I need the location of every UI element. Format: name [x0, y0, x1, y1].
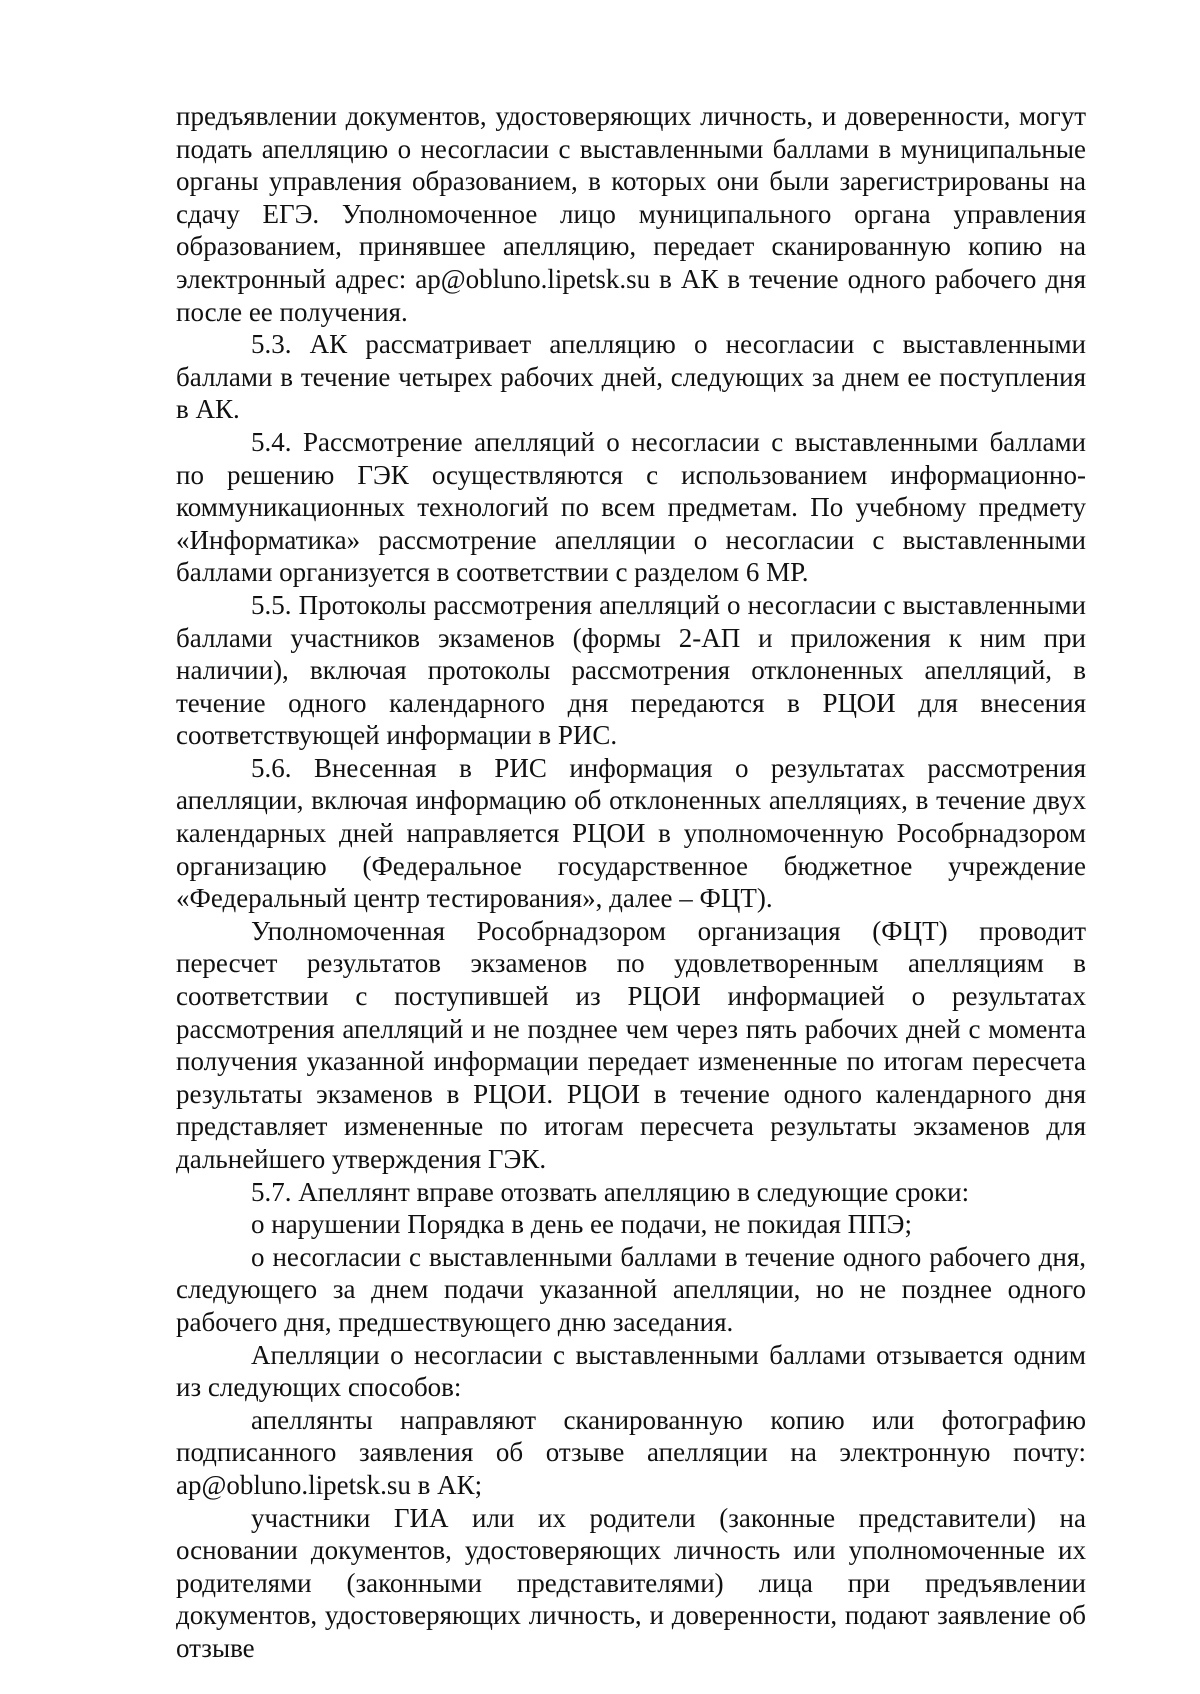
paragraph-5-5: 5.5. Протоколы рассмотрения апелляций о несогласии с выставленными баллами участников экзаменов (формы 2-АП и приложения к ним при наличии), включая протоколы рассмотрения отклоненных апелляций, в течение одного календарного дня передаются в РЦОИ для внесения соответствующей информации в РИС.: [176, 589, 1086, 751]
paragraph-5-7: 5.7. Апеллянт вправе отозвать апелляцию в следующие сроки:: [251, 1176, 970, 1207]
paragraph-procedure-violation: о нарушении Порядка в день ее подачи, не покидая ППЭ;: [251, 1209, 912, 1240]
paragraph-continuation: предъявлении документов, удостоверяющих личность, и доверенности, могут подать апелляцию о несогласии с выставленными баллами в муниципальные органы управления образованием, в которых они были зарегистрированы на сдачу ЕГЭ. Уполномоченное лицо муниципального органа управления образованием, принявшее апелляцию, передает сканированную копию на электронный адрес: ap@obluno.lipetsk.su в АК в течение одного рабочего дня после ее получения.: [176, 101, 1086, 327]
paragraph-score-disagreement: о несогласии с выставленными баллами в течение одного рабочего дня, следующего за днем подачи указанной апелляции, но не позднее одного рабочего дня, предшествующего дню заседания.: [176, 1241, 1086, 1337]
paragraph-email-method: апеллянты направляют сканированную копию или фотографию подписанного заявления об отзыве апелляции на электронную почту: ap@obluno.lipetsk.su в АК;: [176, 1404, 1086, 1500]
paragraph-5-4: 5.4. Рассмотрение апелляций о несогласии с выставленными баллами по решению ГЭК осуществляются с использованием информационно-коммуникационных технологий по всем предметам. По учебному предмету «Информатика» рассмотрение апелляции о несогласии с выставленными баллами организуется в соответствии с разделом 6 МР.: [176, 426, 1086, 588]
document-body: [176, 100, 1086, 1665]
paragraph-5-3: 5.3. АК рассматривает апелляцию о несогласии с выставленными баллами в течение четырех рабочих дней, следующих за днем ее поступления в АК.: [176, 329, 1086, 425]
paragraph-5-6: 5.6. Внесенная в РИС информация о результатах рассмотрения апелляции, включая информацию об отклоненных апелляциях, в течение двух календарных дней направляется РЦОИ в уполномоченную Рособрнадзором организацию (Федеральное государственное бюджетное учреждение «Федеральный центр тестирования», далее – ФЦТ).: [176, 752, 1086, 914]
paragraph-in-person-method: участники ГИА или их родители (законные представители) на основании документов, удостоверяющих личность или уполномоченные их родителями (законными представителями) лица при предъявлении документов, удостоверяющих личность, и доверенности, подают заявление об отзыве: [176, 1502, 1086, 1663]
paragraph-fct-recalculation: Уполномоченная Рособрнадзором организация (ФЦТ) проводит пересчет результатов экзаменов по удовлетворенным апелляциям в соответствии с поступившей из РЦОИ информацией о результатах рассмотрения апелляций и не позднее чем через пять рабочих дней с момента получения указанной информации передает измененные по итогам пересчета результаты экзаменов в РЦОИ. РЦОИ в течение одного календарного дня представляет измененные по итогам пересчета результаты экзаменов для дальнейшего утверждения ГЭК.: [176, 915, 1086, 1174]
paragraph-withdrawal-methods: Апелляции о несогласии с выставленными баллами отзывается одним из следующих способов:: [176, 1339, 1086, 1403]
